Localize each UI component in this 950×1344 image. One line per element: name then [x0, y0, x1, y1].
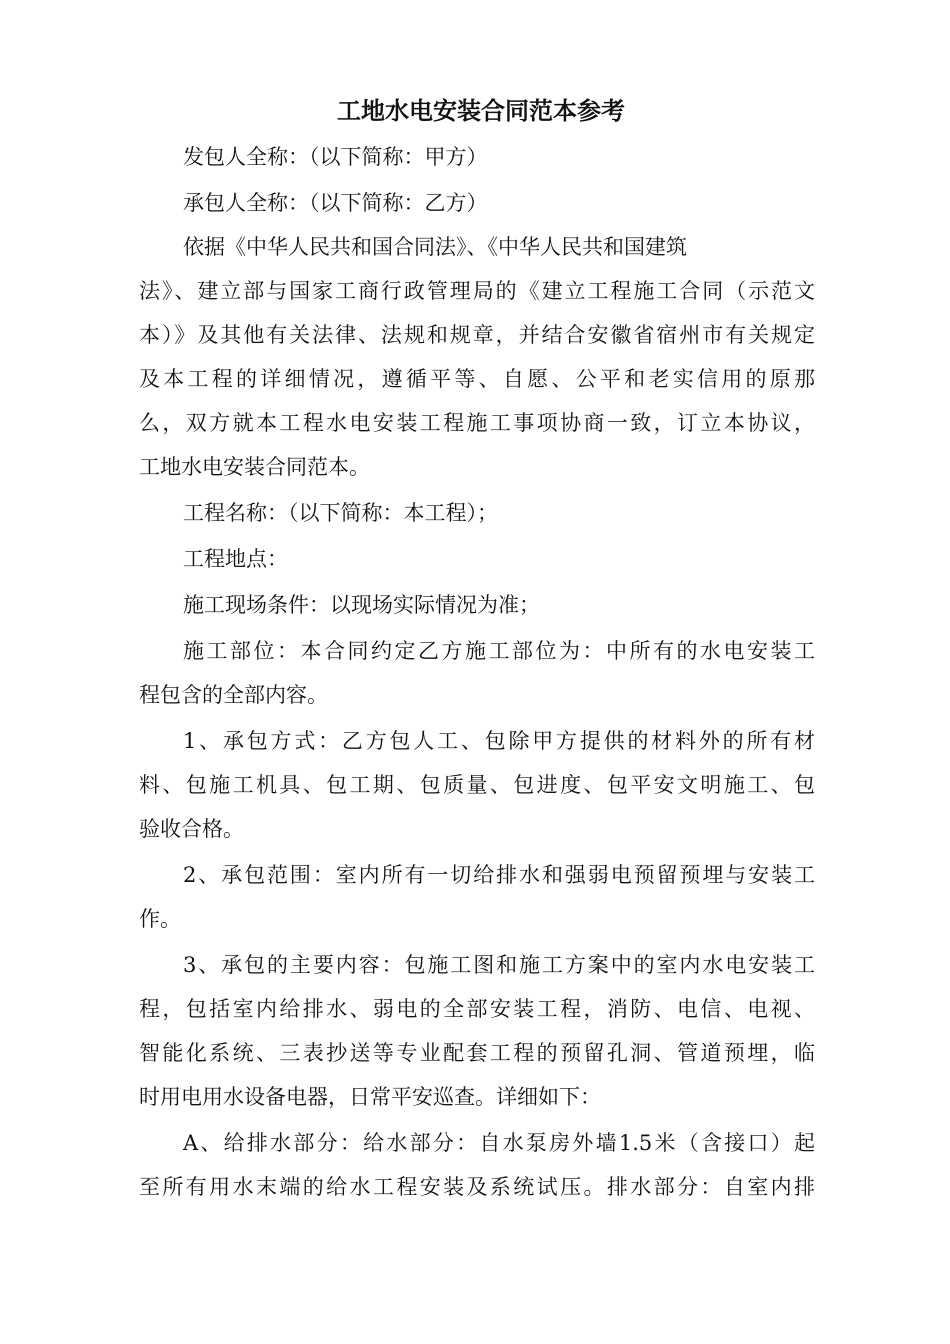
main-content-paragraph	[139, 943, 815, 1119]
text-line: 本）》及其他有关法律、法规和规章，并结合安徽省宿州市有关规定	[139, 323, 815, 347]
text-line: 至所有用水末端的给水工程安装及系统试压。排水部分：自室内排	[139, 1175, 815, 1199]
text-line: 施工部位：本合同约定乙方施工部位为：中所有的水电安装工	[183, 639, 815, 663]
text-line: 及本工程的详细情况，遵循平等、自愿、公平和老实信用的原那	[139, 367, 815, 391]
text-line: 法》、建立部与国家工商行政管理局的《建立工程施工合同（示范文	[139, 279, 815, 303]
text-line: 么，双方就本工程水电安装工程施工事项协商一致，订立本协议，	[139, 411, 815, 435]
text-line: 发包人全称：（以下简称：甲方）	[183, 145, 488, 169]
document-title: 工地水电安装合同范本参考	[337, 97, 625, 125]
text-line: 承包人全称：（以下简称：乙方）	[183, 191, 488, 215]
text-line: 2、承包范围：室内所有一切给排水和强弱电预留预埋与安装工	[183, 863, 815, 887]
text-line: 3、承包的主要内容：包施工图和施工方案中的室内水电安装工	[183, 953, 815, 977]
text-line: 时用电用水设备电器，日常平安巡查。详细如下：	[139, 1085, 601, 1109]
text-line: 程，包括室内给排水、弱电的全部安装工程，消防、电信、电视、	[139, 997, 815, 1021]
text-line: 程包含的全部内容。	[139, 683, 328, 707]
plumbing-section-paragraph	[139, 1121, 815, 1209]
text-line: 工地水电安装合同范本。	[139, 455, 370, 479]
text-line: 工程名称：（以下简称：本工程）；	[183, 501, 498, 525]
text-line: 1、承包方式：乙方包人工、包除甲方提供的材料外的所有材	[183, 729, 815, 753]
text-line: 作。	[139, 907, 181, 931]
construction-scope-paragraph	[139, 629, 815, 717]
text-line: 工程地点：	[183, 547, 288, 571]
party-b-line	[139, 181, 815, 225]
project-location-line	[139, 537, 815, 581]
contract-method-paragraph	[139, 719, 815, 851]
project-name-line	[139, 491, 815, 535]
site-conditions-line	[139, 583, 815, 627]
text-line: 依据《中华人民共和国合同法》、《中华人民共和国建筑	[183, 235, 687, 259]
text-line: 智能化系统、三表抄送等专业配套工程的预留孔洞、管道预埋，临	[139, 1041, 815, 1065]
text-line: 验收合格。	[139, 817, 244, 841]
contract-range-paragraph	[139, 853, 815, 941]
text-line: 料、包施工机具、包工期、包质量、包进度、包平安文明施工、包	[139, 773, 815, 797]
text-line: A、给排水部分：给水部分：自水泵房外墙1.5米（含接口）起	[183, 1131, 815, 1155]
legal-basis-paragraph	[139, 225, 815, 489]
document-page	[139, 95, 815, 1209]
text-line: 施工现场条件：以现场实际情况为准；	[183, 593, 540, 617]
party-a-line	[139, 135, 815, 179]
